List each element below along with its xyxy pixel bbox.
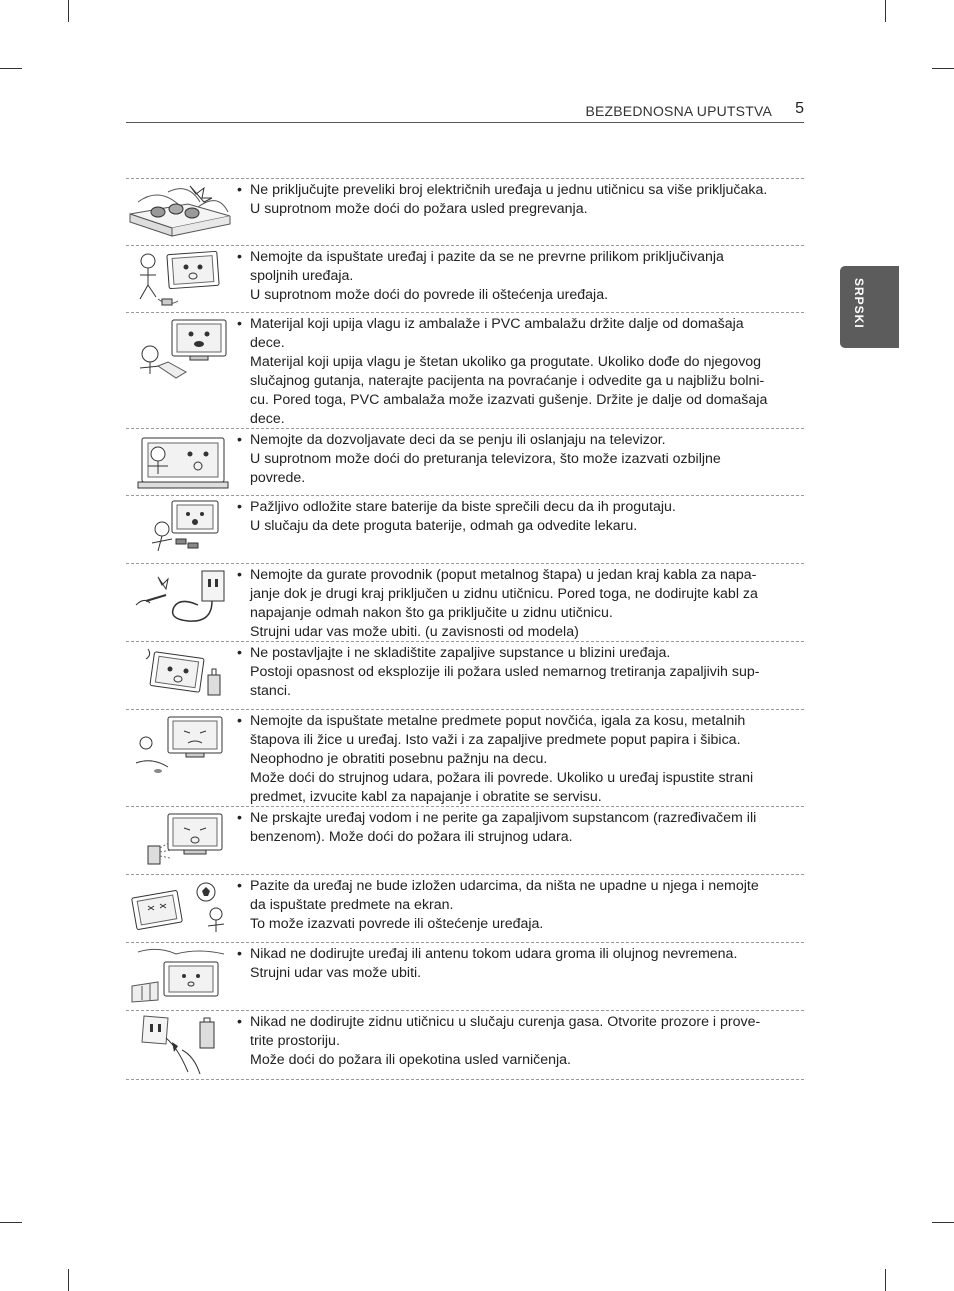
bullet: •: [237, 713, 242, 729]
bullet: •: [237, 946, 242, 962]
bullet: •: [237, 182, 242, 198]
batteries-child-illustration-icon: [128, 499, 236, 561]
list-item: [126, 874, 804, 943]
bullet: •: [237, 645, 242, 661]
bullet: •: [237, 567, 242, 583]
instruction-text: • Nemojte da ispuštate metalne predmete poput novčića, igala za kosu, metalnih štapova ili žice u uređaj. Isto važi i za zapaljive predmete poput papira i šibica. Neophodno je obratiti posebnu pažnju na decu. Može doći do strujnog udara, požara ili povrede. Ukoliko u uređaj ispustite strani predmet, izvucite kabl za napajanje i obratite se servisu.: [237, 713, 754, 805]
instruction-text: • Ne postavljajte i ne skladištite zapaljive supstance u blizini uređaja. Postoji opasnost od eksplozije ili požara usled nemarnog tretiranja zapaljivih sup- stanci.: [237, 645, 760, 699]
instruction-text: • Pažljivo odložite stare baterije da biste sprečili decu da ih progutaju. U slučaju da dete proguta baterije, odmah ga odvedite lekaru.: [237, 499, 676, 534]
instruction-text: • Nemojte da ispuštate uređaj i pazite da se ne prevrne prilikom priključivanja spoljnih uređaja. U suprotnom može doći do povrede ili oštećenja uređaja.: [237, 249, 724, 303]
instruction-text: • Materijal koji upija vlagu iz ambalaže i PVC ambalažu držite dalje od domašaja dece. Materijal koji upija vlagu je štetan ukoliko ga progutate. Ukoliko dođe do njegovog slučajnog gutanja, naterajte pacijenta na povraćanje i odvedite ga u najbližu bolni- cu. Pored toga, PVC ambalaža može izazvati gušenje. Držite je dalje od domašaja dece.: [237, 316, 768, 427]
language-tab-label: SRPSKI: [852, 278, 866, 329]
page-header: [126, 100, 804, 123]
list-item: [126, 806, 804, 875]
list-item: [126, 495, 804, 564]
language-tab: [840, 266, 899, 348]
crop-mark: [0, 1222, 22, 1223]
list-item: [126, 178, 804, 246]
gas-leak-outlet-illustration-icon: [128, 1014, 236, 1076]
bullet: •: [237, 316, 242, 332]
bullet: •: [237, 249, 242, 265]
instruction-text: • Nemojte da dozvoljavate deci da se penju ili oslanjaju na televizor. U suprotnom može doći do preturanja televizora, što može izazvati ozbiljne povrede.: [237, 432, 721, 486]
list-item: [126, 312, 804, 429]
instruction-text: • Nikad ne dodirujte zidnu utičnicu u slučaju curenja gasa. Otvorite prozore i prove- trite prostoriju. Može doći do požara ili opekotina usled varničenja.: [237, 1014, 761, 1068]
list-item: [126, 245, 804, 313]
ball-impact-illustration-icon: [128, 878, 236, 940]
crop-mark: [932, 1222, 954, 1223]
metal-objects-illustration-icon: [128, 713, 236, 779]
child-packaging-illustration-icon: [128, 316, 236, 382]
list-item: [126, 709, 804, 807]
water-spray-illustration-icon: [128, 810, 236, 872]
crop-mark: [68, 1269, 69, 1291]
crop-mark: [0, 68, 22, 69]
bullet: •: [237, 499, 242, 515]
tv-falling-illustration-icon: [128, 249, 236, 311]
section-title: BEZBEDNOSNA UPUTSTVA: [585, 103, 772, 119]
list-item: [126, 428, 804, 496]
child-climbing-tv-illustration-icon: [128, 432, 236, 494]
list-item: [126, 563, 804, 642]
list-item: [126, 1010, 804, 1080]
instruction-text: • Nemojte da gurate provodnik (poput metalnog štapa) u jedan kraj kabla za napa- janje dok je drugi kraj priključen u zidnu utičnicu. Pored toga, ne dodirujte kabl za napajanje odmah nakon što ga priključite u zidnu utičnicu. Strujni udar vas može ubiti. (u zavisnosti od modela): [237, 567, 758, 640]
overloaded-outlet-illustration-icon: [128, 182, 236, 242]
crop-mark: [932, 68, 954, 69]
crop-mark: [885, 0, 886, 22]
instruction-text: • Ne prskajte uređaj vodom i ne perite ga zapaljivom supstancom (razređivačem ili benzenom). Može doći do požara ili strujnog udara.: [237, 810, 757, 845]
instruction-text: • Ne priključujte preveliki broj električnih uređaja u jednu utičnicu sa više priključaka. U suprotnom može doći do požara usled pregrevanja.: [237, 182, 768, 217]
bullet: •: [237, 810, 242, 826]
list-item: [126, 942, 804, 1011]
instruction-text: • Nikad ne dodirujte uređaj ili antenu tokom udara groma ili olujnog nevremena. Strujni udar vas može ubiti.: [237, 946, 738, 981]
lightning-storm-illustration-icon: [128, 946, 236, 1008]
bullet: •: [237, 878, 242, 894]
metal-rod-cable-illustration-icon: [128, 567, 236, 629]
bullet: •: [237, 1014, 242, 1030]
bullet: •: [237, 432, 242, 448]
crop-mark: [68, 0, 69, 22]
list-item: [126, 641, 804, 710]
flammable-substance-illustration-icon: [128, 645, 236, 707]
instruction-text: • Pazite da uređaj ne bude izložen udarcima, da ništa ne upadne u njega i nemojte da ispuštate predmete na ekran. To može izazvati povrede ili oštećenje uređaja.: [237, 878, 759, 932]
crop-mark: [885, 1269, 886, 1291]
page-number: 5: [795, 100, 804, 117]
